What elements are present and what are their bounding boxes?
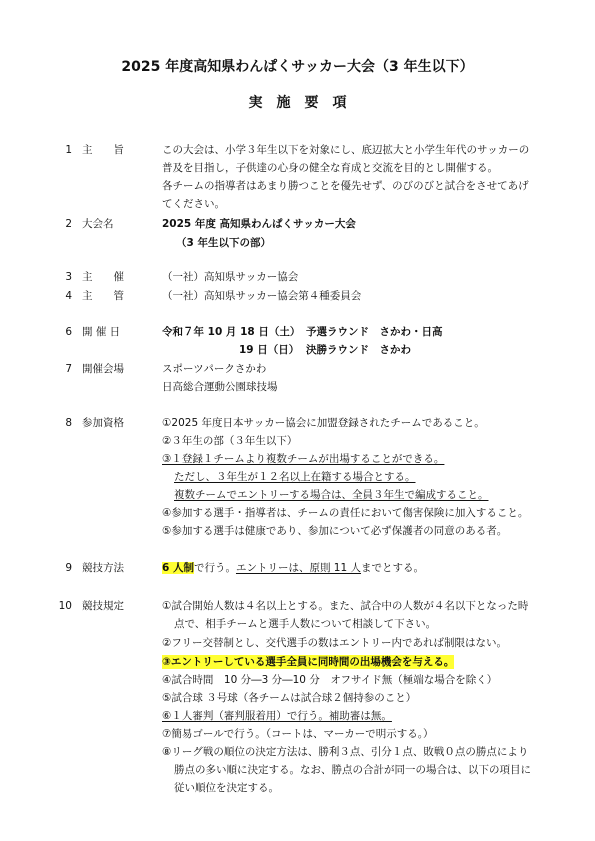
day1-date: 令和７年 10 月 18 日（土） [162,326,301,338]
section-8-number: 8 [65,417,72,429]
competition-method: 6 人制で行う。エントリーは、原則 11 人までとする。 [162,562,425,574]
section-4-number: 4 [65,290,72,302]
day1-round: 予選ラウンド さかわ・日高 [306,326,443,338]
eligibility-item: ④参加する選手・指導者は、チームの責任において傷害保険に加入すること。 [162,507,529,519]
section-1-label: 主 旨 [82,144,124,156]
section-6-label: 開 催 日 [82,326,121,338]
rule-item: ⑧リーグ戦の順位の決定方法は、勝利３点、引分１点、敗戦０点の勝点により [162,746,529,758]
rule-item: ⑤試合球 ３号球（各チームは試合球２個持参のこと） [162,692,417,704]
section-1-line: 各チームの指導者はあまり勝つことを優先せず、のびのびと試合をさせてあげ [162,180,529,192]
venue: 日高総合運動公園球技場 [162,381,278,393]
section-7-number: 7 [65,363,72,375]
eligibility-item: 複数チームでエントリーする場合は、全員３年生で編成すること。 [174,489,489,501]
section-8-label: 参加資格 [82,417,124,429]
rule-item: ②フリー交替制とし、交代選手の数はエントリー内であれば制限はない。 [162,637,507,649]
entry-limit: エントリーは、原則 11 人 [235,562,362,574]
section-2-label: 大会名 [82,218,114,230]
tournament-name: 2025 年度 高知県わんぱくサッカー大会 [162,218,356,230]
section-4-label: 主 管 [82,290,124,302]
section-10-number: 10 [58,600,72,612]
section-1-line: この大会は、小学３年生以下を対象にし、底辺拡大と小学生年代のサッカーの [162,144,530,156]
document-title: 2025 年度高知県わんぱくサッカー大会（3 年生以下） [121,59,474,75]
eligibility-item: ②３年生の部（３年生以下） [162,435,298,447]
section-3-number: 3 [65,271,72,283]
section-7-label: 開催会場 [82,363,124,375]
rule-item: ⑦簡易ゴールで行う。（コートは、マーカーで明示する。） [162,728,434,740]
organizer: （一社）高知県サッカー協会 [162,271,299,283]
rule-item: ⑥１人審判（審判服着用）で行う。補助審は無。 [162,710,392,722]
player-count-highlight: 6 人制 [162,562,194,574]
eligibility-item: ①2025 年度日本サッカー協会に加盟登録されたチームであること。 [162,417,485,429]
rule-item: ④試合時間 10 分―3 分―10 分 オフサイド無（極端な場合を除く） [162,674,498,686]
rule-item: 勝点の多い順に決定する。なお、勝点の合計が同一の場合は、以下の項目に [174,764,531,776]
section-10-label: 競技規定 [82,600,124,612]
section-1-line: 普及を目指し，子供達の心身の健全な育成と交流を目的とし開催する。 [162,162,498,174]
tournament-division: （3 年生以下の部） [176,237,271,249]
day2-date: 19 日（日） [239,344,300,356]
rule-item-highlight: ③エントリーしている選手全員に同時間の出場機会を与える。 [162,656,455,668]
rule-item: 従い順位を決定する。 [174,782,279,794]
section-6-number: 6 [65,326,72,338]
manager: （一社）高知県サッカー協会第４種委員会 [162,290,362,302]
eligibility-item: ③１登録１チームより複数チームが出場することができる。 [162,453,445,465]
section-1-number: 1 [65,144,72,156]
day2-round: 決勝ラウンド さかわ [306,344,411,356]
section-3-label: 主 催 [82,271,124,283]
section-9-label: 競技方法 [82,562,124,574]
section-1-line: てください。 [162,198,225,210]
rule-item: 点で、相手チームと選手人数について相談して下さい。 [174,618,437,630]
section-2-number: 2 [65,218,72,230]
document-subtitle: 実施要項 [248,95,361,111]
venue: スポーツパークさかわ [162,363,267,375]
eligibility-item: ⑤参加する選手は健康であり、参加について必ず保護者の同意のある者。 [162,525,508,537]
rule-item: ①試合開始人数は４名以上とする。また、試合中の人数が４名以下となった時 [162,600,529,612]
section-9-number: 9 [65,562,72,574]
eligibility-item: ただし、３年生が１２名以上在籍する場合とする。 [174,471,416,483]
